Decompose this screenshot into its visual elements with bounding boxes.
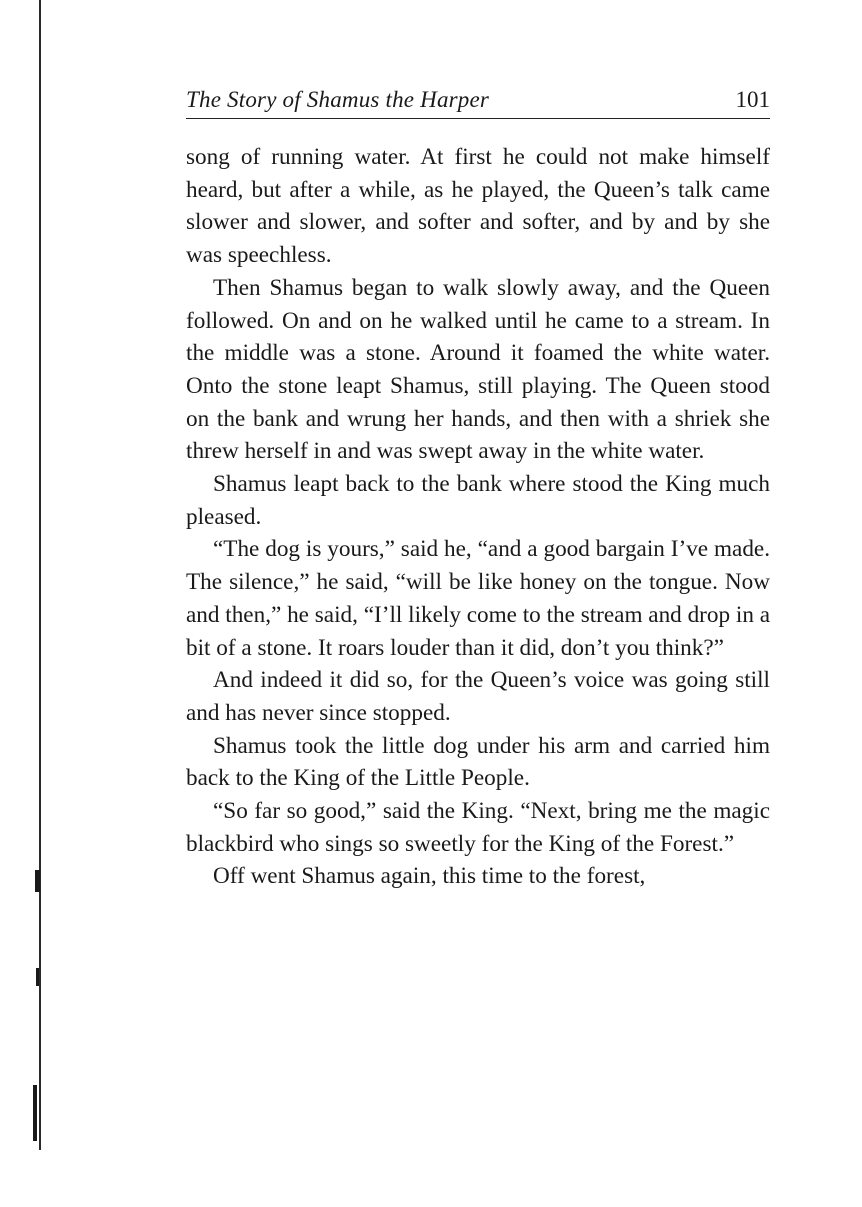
binding-mark — [33, 1085, 37, 1141]
body-text — [186, 141, 770, 893]
binding-edge-line — [39, 0, 41, 1150]
paragraph: song of running water. At first he could not make himself heard, but after a while, as he played, the Queen’s talk came slower and slower, and softer and softer, and by and by she was speechless. — [186, 144, 770, 269]
paragraph: “So far so good,” said the King. “Next, bring me the magic blackbird who sings so sweetly for the King of the Forest.” — [186, 798, 770, 857]
paragraph: Off went Shamus again, this time to the forest, — [213, 863, 646, 890]
binding-mark — [35, 870, 40, 892]
running-head — [186, 84, 770, 119]
binding-mark — [36, 968, 39, 986]
book-page — [186, 84, 770, 893]
paragraph: Then Shamus began to walk slowly away, and the Queen followed. On and on he walked until he came to a stream. In the middle was a stone. Around it foamed the white water. Onto the stone leapt Shamus, still playing. The Queen stood on the bank and wrung her hands, and then with a shriek she threw herself in and was swept away in the white water. — [186, 274, 770, 465]
paragraph: And indeed it did so, for the Queen’s voice was going still and has never since stopped. — [186, 667, 770, 726]
paragraph: “The dog is yours,” said he, “and a good bargain I’ve made. The silence,” he said, “will be like honey on the tongue. Now and then,” he said, “I’ll likely come to the stream and drop in a bit of a stone. It roars louder than it did, don’t you think?” — [186, 536, 771, 661]
paragraph: Shamus took the little dog under his arm and carried him back to the King of the Little People. — [186, 732, 770, 792]
paragraph: Shamus leapt back to the bank where stood the King much pleased. — [186, 471, 770, 530]
chapter-title: The Story of Shamus the Harper — [186, 87, 490, 112]
page-number: 101 — [735, 87, 770, 112]
